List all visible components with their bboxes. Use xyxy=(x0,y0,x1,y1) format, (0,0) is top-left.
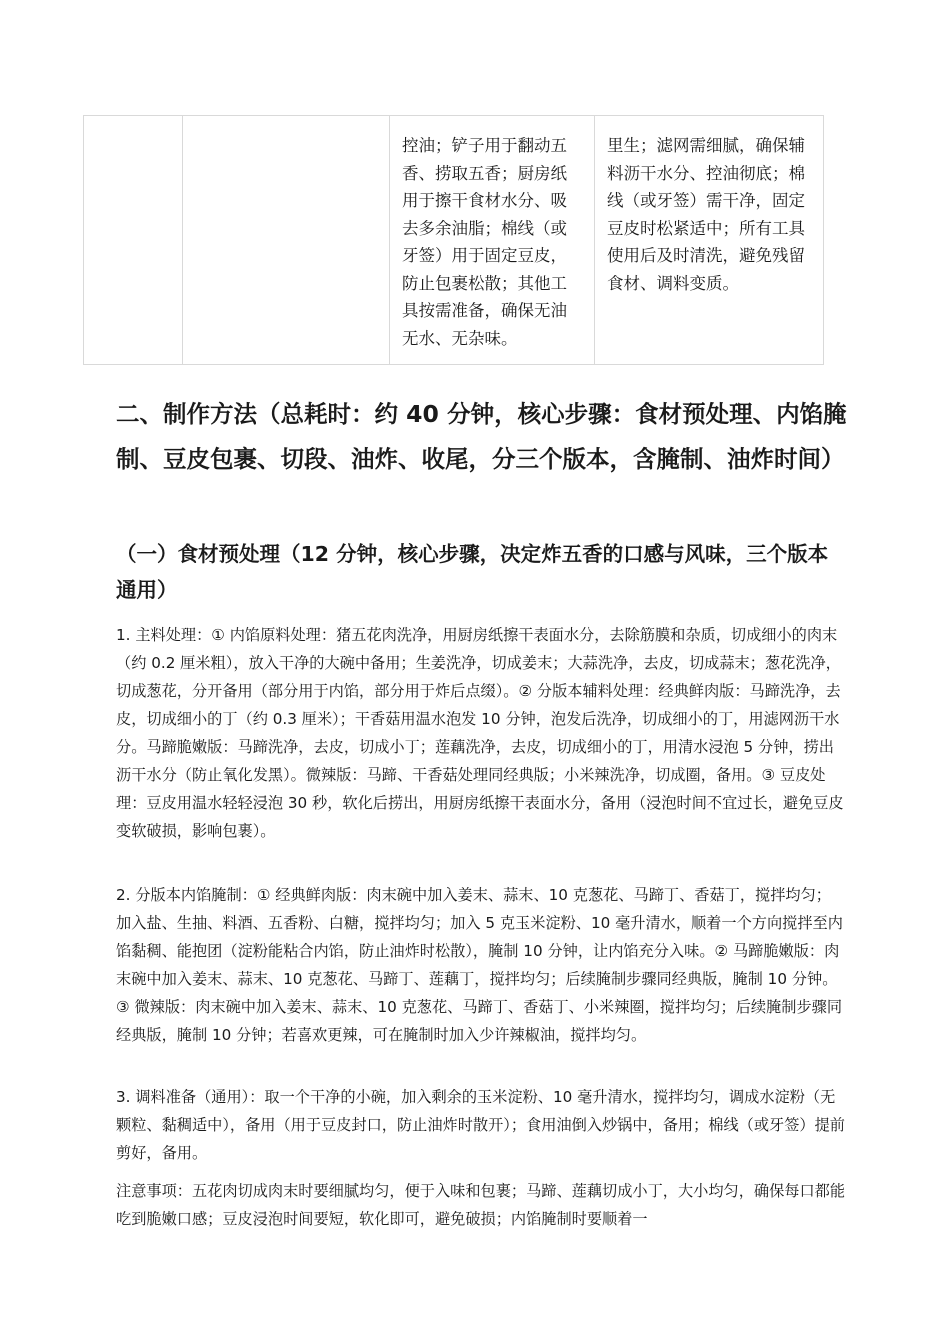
section-heading: 二、制作方法（总耗时：约 40 分钟，核心步骤：食材预处理、内馅腌制、豆皮包裹、切段、油炸、收尾，分三个版本，含腌制、油炸时间） xyxy=(116,400,847,473)
paragraph-filling-marinade: 2. 分版本内馅腌制：① 经典鲜肉版：肉末碗中加入姜末、蒜末、10 克葱花、马蹄丁、香菇丁，搅拌均匀；加入盐、生抽、料酒、五香粉、白糖，搅拌均匀；加入 5 克玉米淀粉、10 毫升清水，顺着一个方向搅拌至内馅黏稠、能抱团（淀粉能粘合内馅，防止油炸时松散），腌制 10 分钟，让内馅充分入味。② 马蹄脆嫩版：肉末碗中加入姜末、蒜末、10 克葱花、马蹄丁、莲藕丁，搅拌均匀；后续腌制步骤同经典版，腌制 10 分钟。③ 微辣版：肉末碗中加入姜末、蒜末、10 克葱花、马蹄丁、香菇丁、小米辣圈，搅拌均匀；后续腌制步骤同经典版，腌制 10 分钟；若喜欢更辣，可在腌制时加入少许辣椒油，搅拌均匀。 xyxy=(116,886,843,1044)
table-cell-tools-usage: 控油；铲子用于翻动五香、捞取五香；厨房纸用于擦干食材水分、吸去多余油脂；棉线（或牙签）用于固定豆皮，防止包裹松散；其他工具按需准备，确保无油无水、无杂味。 xyxy=(390,116,595,365)
table-cell-empty xyxy=(84,116,183,365)
table-row xyxy=(84,116,824,365)
paragraph-seasoning-prep: 3. 调料准备（通用）：取一个干净的小碗，加入剩余的玉米淀粉、10 毫升清水，搅拌均匀，调成水淀粉（无颗粒、黏稠适中），备用（用于豆皮封口，防止油炸时散开）；食用油倒入炒锅中，备用；棉线（或牙签）提前剪好，备用。 xyxy=(116,1088,845,1162)
table-cell-tools-notes: 里生；滤网需细腻，确保辅料沥干水分、控油彻底；棉线（或牙签）需干净，固定豆皮时松紧适中；所有工具使用后及时清洗，避免残留食材、调料变质。 xyxy=(595,116,824,365)
paragraph-main-ingredients: 1. 主料处理：① 内馅原料处理：猪五花肉洗净，用厨房纸擦干表面水分，去除筋膜和杂质，切成细小的肉末（约 0.2 厘米粗），放入干净的大碗中备用；生姜洗净，切成姜末；大蒜洗净，去皮，切成蒜末；葱花洗净，切成葱花，分开备用（部分用于内馅，部分用于炸后点缀）。② 分版本辅料处理：经典鲜肉版：马蹄洗净，去皮，切成细小的丁（约 0.3 厘米）；干香菇用温水泡发 10 分钟，泡发后洗净，切成细小的丁，用滤网沥干水分。马蹄脆嫩版：马蹄洗净，去皮，切成小丁；莲藕洗净，去皮，切成细小的丁，用清水浸泡 5 分钟，捞出沥干水分（防止氧化发黑）。微辣版：马蹄、干香菇处理同经典版；小米辣洗净，切成圈，备用。③ 豆皮处理：豆皮用温水轻轻浸泡 30 秒，软化后捞出，用厨房纸擦干表面水分，备用（浸泡时间不宜过长，避免豆皮变软破损，影响包裹）。 xyxy=(116,626,844,840)
table-cell-empty xyxy=(183,116,390,365)
paragraph-notes: 注意事项：五花肉切成肉末时要细腻均匀，便于入味和包裹；马蹄、莲藕切成小丁，大小均匀，确保每口都能吃到脆嫩口感；豆皮浸泡时间要短，软化即可，避免破损；内馅腌制时要顺着一 xyxy=(116,1182,845,1228)
tools-table xyxy=(83,115,824,365)
subsection-heading: （一）食材预处理（12 分钟，核心步骤，决定炸五香的口感与风味，三个版本通用） xyxy=(116,542,829,602)
